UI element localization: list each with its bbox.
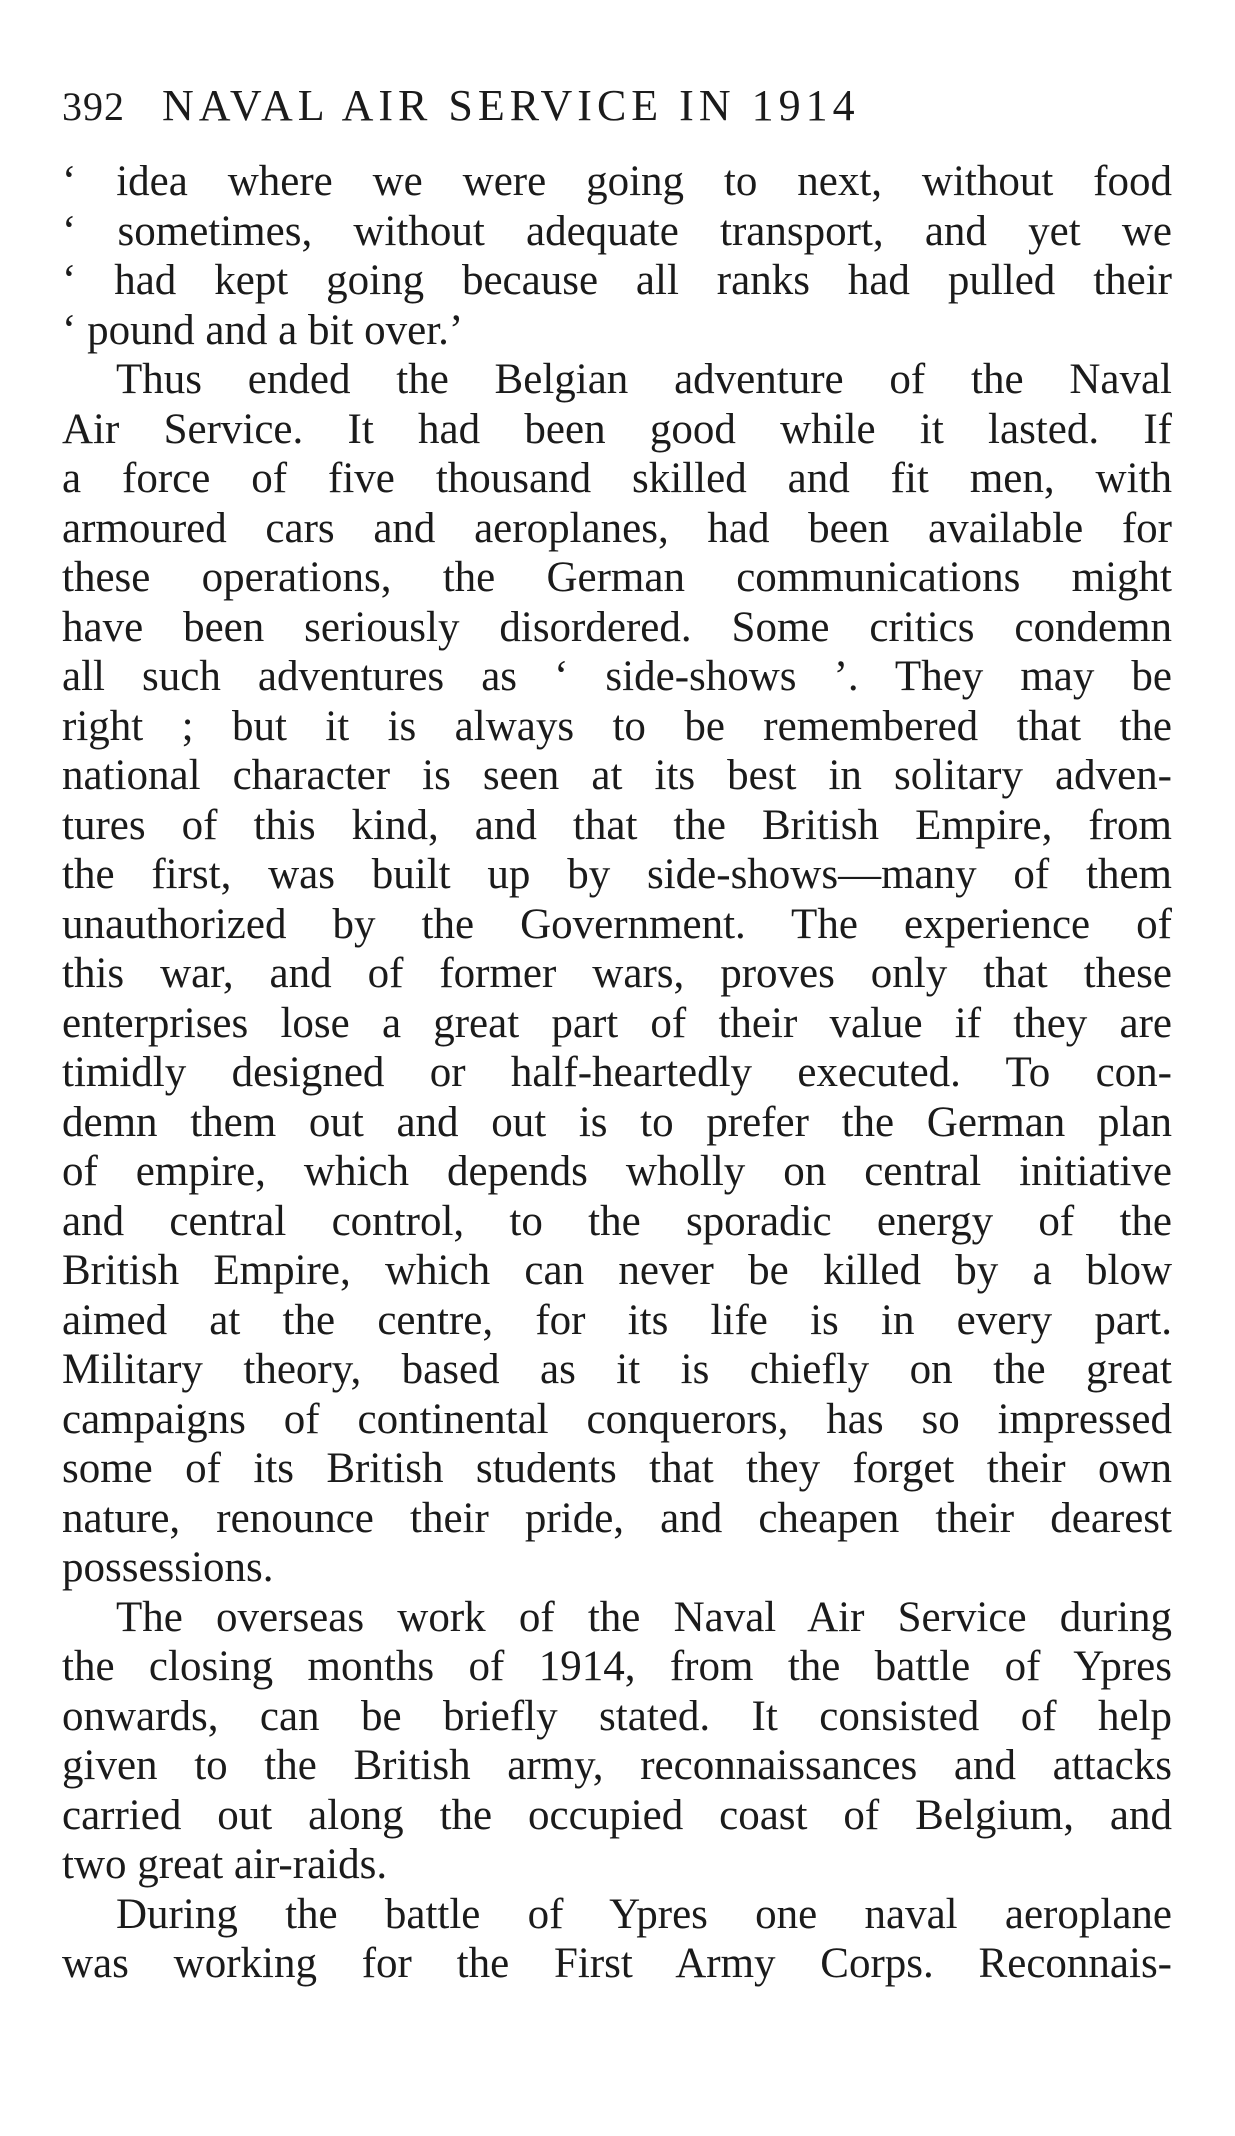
page-number: 392	[62, 84, 125, 129]
text-line: national character is seen at its best in solitary adven-	[62, 752, 1172, 799]
text-line: onwards, can be briefly stated. It consisted of help	[62, 1692, 1172, 1740]
text-line: Military theory, based as it is chiefly on the great	[62, 1346, 1172, 1393]
paragraph-first-line: During the battle of Ypres one naval aeroplane	[116, 1890, 1172, 1938]
text-line: Air Service. It had been good while it lasted. If	[62, 405, 1172, 453]
text-line: British Empire, which can never be killed by a blow	[62, 1247, 1172, 1294]
text-line: right ; but it is always to be remembered that the	[62, 702, 1172, 750]
paragraph-first-line: Thus ended the Belgian adventure of the Naval	[116, 356, 1172, 403]
text-line: nature, renounce their pride, and cheapen their dearest	[62, 1494, 1172, 1542]
text-line: the closing months of 1914, from the battle of Ypres	[62, 1643, 1172, 1690]
text-line: possessions.	[62, 1544, 274, 1591]
running-head	[62, 76, 1172, 136]
text-line: of empire, which depends wholly on central initiative	[62, 1148, 1172, 1195]
text-line: these operations, the German communications might	[62, 554, 1172, 601]
text-line: campaigns of continental conquerors, has so impressed	[62, 1395, 1172, 1443]
text-line: all such adventures as ‘ side-shows ’. They may be	[62, 653, 1172, 700]
text-line: timidly designed or half-heartedly executed. To con-	[62, 1049, 1172, 1096]
text-line: was working for the First Army Corps. Reconnais-	[62, 1940, 1172, 1987]
text-line: armoured cars and aeroplanes, had been available for	[62, 504, 1172, 552]
text-line: ‘ had kept going because all ranks had pulled their	[62, 257, 1172, 304]
text-line: unauthorized by the Government. The experience of	[62, 900, 1172, 948]
text-line: given to the British army, reconnaissances and attacks	[62, 1742, 1172, 1789]
paragraph-first-line: The overseas work of the Naval Air Service during	[116, 1593, 1172, 1641]
text-line: and central control, to the sporadic energy of the	[62, 1197, 1172, 1245]
text-line: the first, was built up by side-shows—many of them	[62, 851, 1172, 898]
text-line: have been seriously disordered. Some critics condemn	[62, 603, 1172, 651]
text-line: two great air-raids.	[62, 1841, 388, 1888]
text-line: some of its British students that they forget their own	[62, 1445, 1172, 1492]
text-line: tures of this kind, and that the British Empire, from	[62, 801, 1172, 849]
text-line: a force of five thousand skilled and fit men, with	[62, 455, 1172, 502]
text-line: ‘ sometimes, without adequate transport, and yet we	[62, 207, 1172, 255]
body-text	[62, 157, 1172, 1989]
text-line: ‘ pound and a bit over.’	[62, 306, 464, 354]
text-line: this war, and of former wars, proves only that these	[62, 950, 1172, 997]
text-line: carried out along the occupied coast of Belgium, and	[62, 1791, 1172, 1839]
text-line: ‘ idea where we were going to next, without food	[62, 158, 1172, 205]
text-line: aimed at the centre, for its life is in every part.	[62, 1296, 1172, 1344]
text-line: enterprises lose a great part of their value if they are	[62, 999, 1172, 1047]
running-title: NAVAL AIR SERVICE IN 1914	[162, 81, 860, 130]
text-line: demn them out and out is to prefer the German plan	[62, 1098, 1172, 1146]
